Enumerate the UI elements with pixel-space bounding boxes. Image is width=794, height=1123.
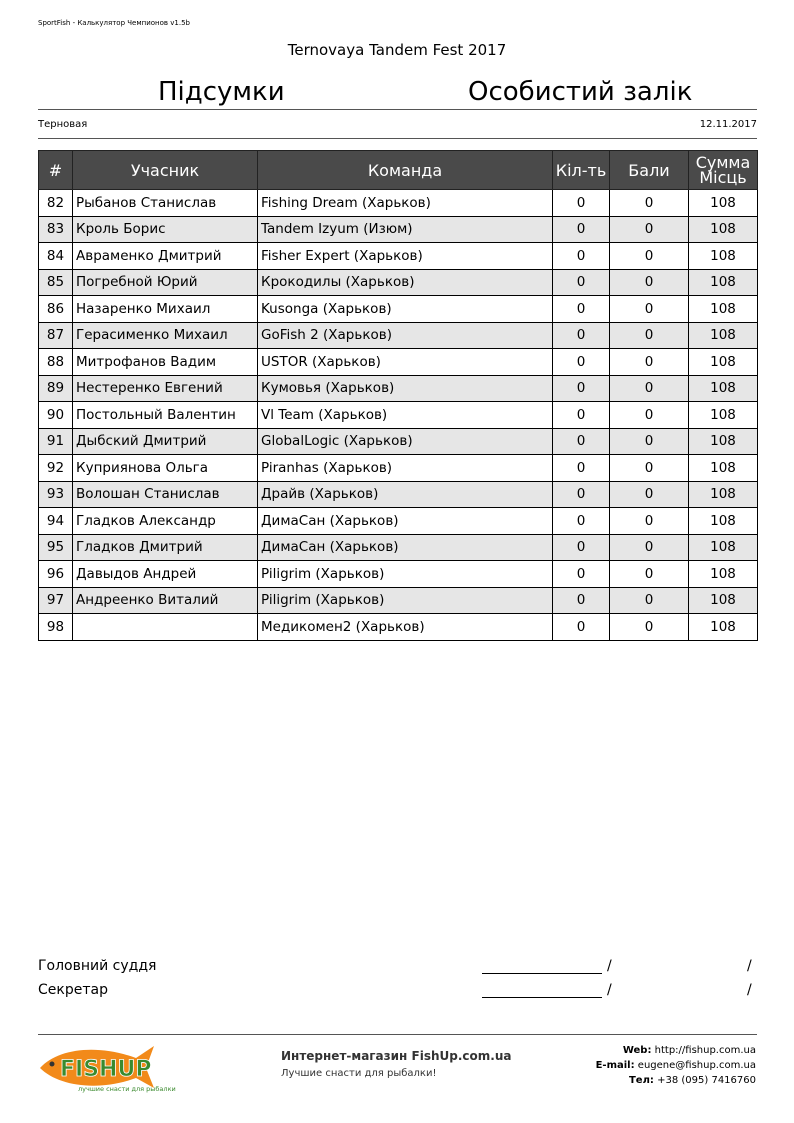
logo-tagline: лучшие снасти для рыбалки	[78, 1085, 176, 1093]
catch-count-cell: 0	[553, 481, 610, 508]
sum-of-places-cell: 108	[689, 428, 758, 455]
team-name-cell: ДимаСан (Харьков)	[258, 534, 553, 561]
table-row	[39, 481, 758, 508]
sum-of-places-cell: 108	[689, 322, 758, 349]
team-name-cell: USTOR (Харьков)	[258, 349, 553, 376]
date-label: 12.11.2017	[699, 119, 757, 130]
points-cell: 0	[610, 216, 689, 243]
team-name-cell: Кумовья (Харьков)	[258, 375, 553, 402]
points-cell: 0	[610, 455, 689, 482]
catch-count-cell: 0	[553, 322, 610, 349]
fishup-logo	[38, 1040, 176, 1095]
points-cell: 0	[610, 349, 689, 376]
team-name-cell: Медикомен2 (Харьков)	[258, 614, 553, 641]
points-cell: 0	[610, 481, 689, 508]
row-number-cell: 82	[39, 190, 73, 217]
row-number-cell: 93	[39, 481, 73, 508]
logo-wordmark: FISHUP	[60, 1057, 152, 1082]
column-header-count: Кіл-ть	[553, 151, 610, 190]
row-number-cell: 95	[39, 534, 73, 561]
row-number-cell: 92	[39, 455, 73, 482]
web-label: Web:	[622, 1045, 652, 1056]
table-row	[39, 296, 758, 323]
email-label: E-mail:	[595, 1060, 635, 1071]
contact-web	[623, 1045, 756, 1056]
sum-of-places-cell: 108	[689, 216, 758, 243]
table-row	[39, 508, 758, 535]
sum-of-places-cell: 108	[689, 561, 758, 588]
sum-of-places-cell: 108	[689, 269, 758, 296]
catch-count-cell: 0	[553, 349, 610, 376]
table-row	[39, 322, 758, 349]
table-row	[39, 614, 758, 641]
row-number-cell: 89	[39, 375, 73, 402]
table-row	[39, 216, 758, 243]
points-cell: 0	[610, 561, 689, 588]
catch-count-cell: 0	[553, 455, 610, 482]
participant-name-cell: Гладков Дмитрий	[73, 534, 258, 561]
catch-count-cell: 0	[553, 587, 610, 614]
column-header-points: Бали	[610, 151, 689, 190]
table-header-row	[39, 151, 758, 190]
row-number-cell: 94	[39, 508, 73, 535]
team-name-cell: Fishing Dream (Харьков)	[258, 190, 553, 217]
points-cell: 0	[610, 614, 689, 641]
web-value[interactable]: http://fishup.com.ua	[654, 1045, 756, 1056]
points-cell: 0	[610, 428, 689, 455]
column-header-participant: Учасник	[73, 151, 258, 190]
participant-name-cell: Нестеренко Евгений	[73, 375, 258, 402]
table-row	[39, 349, 758, 376]
points-cell: 0	[610, 534, 689, 561]
row-number-cell: 85	[39, 269, 73, 296]
team-name-cell: Крокодилы (Харьков)	[258, 269, 553, 296]
row-number-cell: 88	[39, 349, 73, 376]
points-cell: 0	[610, 508, 689, 535]
chief-judge-label: Головний суддя	[38, 958, 157, 974]
sum-of-places-cell: 108	[689, 190, 758, 217]
points-cell: 0	[610, 269, 689, 296]
secretary-label: Секретар	[38, 982, 108, 998]
event-title: Ternovaya Tandem Fest 2017	[287, 41, 507, 59]
table-row	[39, 402, 758, 429]
sum-of-places-cell: 108	[689, 243, 758, 270]
contact-email	[596, 1060, 756, 1071]
row-number-cell: 87	[39, 322, 73, 349]
participant-name-cell: Митрофанов Вадим	[73, 349, 258, 376]
table-row	[39, 243, 758, 270]
table-row	[39, 534, 758, 561]
results-table	[38, 150, 758, 641]
secretary-signature-line	[482, 997, 602, 998]
sum-of-places-cell: 108	[689, 296, 758, 323]
table-row	[39, 190, 758, 217]
row-number-cell: 90	[39, 402, 73, 429]
phone-label: Тел:	[628, 1075, 654, 1086]
participant-name-cell: Волошан Станислав	[73, 481, 258, 508]
participant-name-cell: Давыдов Андрей	[73, 561, 258, 588]
fishup-logo-icon	[38, 1040, 176, 1095]
sum-of-places-cell: 108	[689, 587, 758, 614]
points-cell: 0	[610, 243, 689, 270]
chief-judge-slash-1: /	[607, 958, 612, 974]
footer-divider	[38, 1034, 757, 1035]
table-row	[39, 428, 758, 455]
sum-of-places-cell: 108	[689, 481, 758, 508]
app-label: SportFish - Калькулятор Чемпионов v1.5b	[38, 19, 190, 27]
row-number-cell: 84	[39, 243, 73, 270]
participant-name-cell: Куприянова Ольга	[73, 455, 258, 482]
sum-of-places-cell: 108	[689, 349, 758, 376]
participant-name-cell: Герасименко Михаил	[73, 322, 258, 349]
table-row	[39, 455, 758, 482]
sum-of-places-cell: 108	[689, 614, 758, 641]
contact-phone	[629, 1075, 756, 1086]
catch-count-cell: 0	[553, 402, 610, 429]
table-row	[39, 587, 758, 614]
phone-value: +38 (095) 7416760	[657, 1075, 756, 1086]
column-header-number: #	[39, 151, 73, 190]
secretary-slash-2: /	[747, 982, 752, 998]
row-number-cell: 91	[39, 428, 73, 455]
team-name-cell: GlobalLogic (Харьков)	[258, 428, 553, 455]
team-name-cell: Kusonga (Харьков)	[258, 296, 553, 323]
shop-slogan: Лучшие снасти для рыбалки!	[281, 1068, 437, 1079]
row-number-cell: 97	[39, 587, 73, 614]
row-number-cell: 86	[39, 296, 73, 323]
sum-of-places-cell: 108	[689, 534, 758, 561]
email-value[interactable]: eugene@fishup.com.ua	[637, 1060, 756, 1071]
points-cell: 0	[610, 322, 689, 349]
participant-name-cell: Авраменко Дмитрий	[73, 243, 258, 270]
sum-of-places-cell: 108	[689, 375, 758, 402]
participant-name-cell	[73, 614, 258, 641]
catch-count-cell: 0	[553, 296, 610, 323]
catch-count-cell: 0	[553, 216, 610, 243]
catch-count-cell: 0	[553, 269, 610, 296]
page-title-individual: Особистий залік	[468, 77, 693, 107]
points-cell: 0	[610, 296, 689, 323]
team-name-cell: Piranhas (Харьков)	[258, 455, 553, 482]
participant-name-cell: Рыбанов Станислав	[73, 190, 258, 217]
secretary-slash-1: /	[607, 982, 612, 998]
team-name-cell: Драйв (Харьков)	[258, 481, 553, 508]
row-number-cell: 98	[39, 614, 73, 641]
sum-of-places-cell: 108	[689, 402, 758, 429]
points-cell: 0	[610, 587, 689, 614]
team-name-cell: Piligrim (Харьков)	[258, 587, 553, 614]
row-number-cell: 96	[39, 561, 73, 588]
participant-name-cell: Погребной Юрий	[73, 269, 258, 296]
catch-count-cell: 0	[553, 561, 610, 588]
table-row	[39, 269, 758, 296]
table-row	[39, 375, 758, 402]
catch-count-cell: 0	[553, 243, 610, 270]
points-cell: 0	[610, 190, 689, 217]
catch-count-cell: 0	[553, 534, 610, 561]
table-row	[39, 561, 758, 588]
shop-name: Интернет-магазин FishUp.com.ua	[281, 1049, 512, 1063]
row-number-cell: 83	[39, 216, 73, 243]
team-name-cell: GoFish 2 (Харьков)	[258, 322, 553, 349]
team-name-cell: Fisher Expert (Харьков)	[258, 243, 553, 270]
header-divider	[38, 109, 757, 110]
team-name-cell: Piligrim (Харьков)	[258, 561, 553, 588]
points-cell: 0	[610, 375, 689, 402]
sum-of-places-cell: 108	[689, 455, 758, 482]
chief-judge-slash-2: /	[747, 958, 752, 974]
chief-judge-signature-line	[482, 973, 602, 974]
team-name-cell: Tandem Izyum (Изюм)	[258, 216, 553, 243]
catch-count-cell: 0	[553, 190, 610, 217]
catch-count-cell: 0	[553, 375, 610, 402]
points-cell: 0	[610, 402, 689, 429]
catch-count-cell: 0	[553, 614, 610, 641]
catch-count-cell: 0	[553, 428, 610, 455]
sum-of-places-cell: 108	[689, 508, 758, 535]
team-name-cell: ДимаСан (Харьков)	[258, 508, 553, 535]
participant-name-cell: Назаренко Михаил	[73, 296, 258, 323]
participant-name-cell: Постольный Валентин	[73, 402, 258, 429]
page-title-summary: Підсумки	[158, 77, 285, 107]
column-header-sum-places: Сумма Місць	[689, 151, 758, 190]
column-header-team: Команда	[258, 151, 553, 190]
subheader-divider	[38, 138, 757, 139]
participant-name-cell: Кроль Борис	[73, 216, 258, 243]
catch-count-cell: 0	[553, 508, 610, 535]
participant-name-cell: Дыбский Дмитрий	[73, 428, 258, 455]
participant-name-cell: Гладков Александр	[73, 508, 258, 535]
location-label: Терновая	[38, 119, 88, 130]
participant-name-cell: Андреенко Виталий	[73, 587, 258, 614]
team-name-cell: Vl Team (Харьков)	[258, 402, 553, 429]
